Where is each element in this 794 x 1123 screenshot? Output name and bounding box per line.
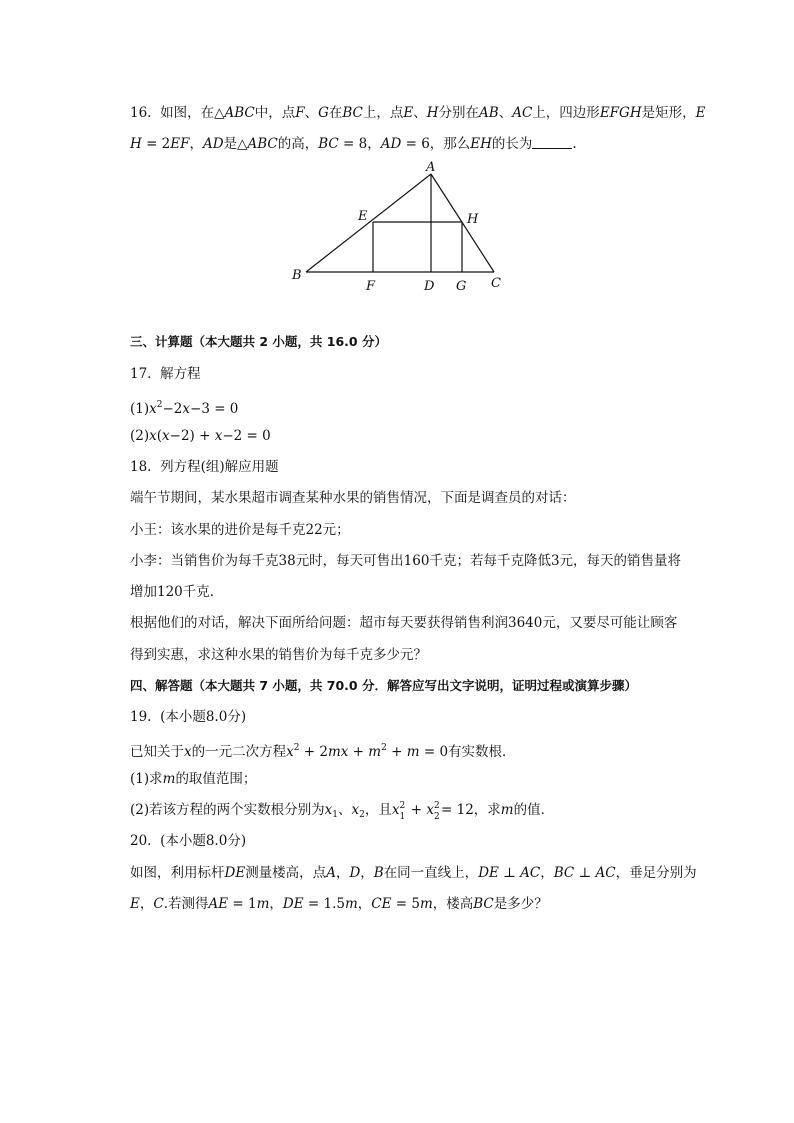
q20-math: m [419,896,433,912]
q20-math: CE [371,896,392,912]
q16-text: 是△ [223,136,248,152]
q16-text: 上，四边形 [532,105,600,121]
q16-text: 的高， [277,136,319,152]
q20-math: E [130,896,140,912]
q18-text: 列方程(组)解应用题 [160,459,279,475]
label-h: H [467,212,479,227]
q19-math: m [162,771,176,787]
q20-math: DE [282,896,304,912]
q16-text: 中，点 [254,105,296,121]
q19-text: + [406,802,427,818]
q20-text: = 1 [228,896,257,912]
q20-text: ， [540,865,554,881]
q20-line-2 [130,895,548,913]
q19-text: (2)若该方程的两个实数根分别为 [130,802,325,818]
q19-text: = 12，求 [441,802,501,818]
q16-text: 上，点 [362,105,404,121]
q16-text: 在 [328,105,343,121]
q20-text: ， [357,896,372,912]
q20-number: 20. [130,833,152,849]
q19-math: x [426,802,434,818]
q19-text: 的一元二次方程 [191,744,287,760]
q20-title [130,832,246,850]
q16-math: H [130,136,142,152]
q16-text: . [572,136,577,152]
subscript: 2 [434,812,440,822]
q20-text: ，楼高 [432,896,474,912]
q16-number: 16. [130,105,152,121]
q20-math: BC [553,865,575,881]
q17-math: x [149,401,157,417]
subscript: 2 [359,810,365,820]
label-f: F [366,279,376,294]
section-3-title: 三、计算题（本大题共 2 小题，共 16.0 分） [130,334,387,349]
q16-text: 是矩形， [641,105,696,121]
q17-text: −3 = 0 [190,401,239,417]
q17-part-1 [130,396,238,418]
q16-math: EFGH [599,105,642,121]
q20-text: ⊥ [498,865,521,881]
q18-line-1: 端午节期间，某水果超市调查某种水果的销售情况，下面是调查员的对话： [130,490,576,506]
exponent: 2 [434,801,440,811]
q16-math: H [426,105,439,121]
sup-sub-stack [434,801,441,822]
q20-math: D [349,865,361,881]
q20-math: m [344,896,358,912]
q19-text: + [348,744,369,760]
q19-math: x [324,802,333,818]
q19-math: x [184,744,192,760]
q16-text: ， [189,136,203,152]
q17-math: x [182,401,191,417]
q19-text: 的值． [513,802,555,818]
q19-math: m [500,802,514,818]
q20-text: ， [139,896,154,912]
q16-text: 的长为 [491,136,533,152]
q18-title [130,458,279,476]
q17-text: ( [156,428,163,444]
q19-text: (1)求 [130,771,163,787]
q17-part-2 [130,427,271,445]
section-4-title: 四、解答题（本大题共 7 小题，共 70.0 分．解答应写出文字说明，证明过程或演算步骤） [130,678,637,693]
q20-text: .若测得 [163,896,209,912]
q18-line-5: 根据他们的对话，解决下面所给问题：超市每天要获得销售利润3640元，又要尽可能让顾客 [130,615,678,631]
q19-math: x [286,744,294,760]
q16-math: AB [479,105,499,121]
q19-math: mx [327,744,349,760]
q16-math: E [403,105,414,121]
q19-text: = 0有实数根． [419,744,516,760]
q20-math: m [256,896,270,912]
q19-text: 已知关于 [130,744,184,760]
label-c: C [491,276,501,291]
q20-math: AC [595,865,616,881]
q18-number: 18. [130,459,152,475]
q16-math: AC [512,105,533,121]
q20-text: 是多少？ [493,896,548,912]
q17-math: x [149,428,157,444]
q16-math: AD [203,136,224,152]
q18-line-3: 小李：当销售价为每千克38元时，每天可售出160千克；若每千克降低3元，每天的销售量将 [130,553,682,569]
q19-text: + [386,744,407,760]
q17-text: −2) + [169,428,215,444]
exponent: 2 [381,743,387,753]
q16-math: ABC [224,105,255,121]
q16-math: BC [342,105,363,121]
q16-text: = 6，那么 [401,136,471,152]
q20-math: B [373,865,384,881]
q19-math: x [351,802,360,818]
q18-line-4: 增加120千克． [130,584,224,600]
q20-text: 如图，利用标杆 [130,865,225,881]
q19-math: m [368,744,382,760]
q20-text: = 5 [391,896,420,912]
q20-text: ，垂足分别为 [615,865,697,881]
label-d: D [424,279,435,294]
q19-title [130,708,246,726]
q16-math: AD [380,136,402,152]
q16-math: BC [318,136,339,152]
q17-text: −2 = 0 [222,428,271,444]
label-a: A [426,160,436,175]
q20-text: 测量楼高，点 [245,865,327,881]
q16-text: 分别在 [438,105,480,121]
q20-math: AE [208,896,229,912]
q19-text: ，且 [364,802,392,818]
q19-math: x [391,802,400,818]
triangle-figure [0,0,794,310]
q16-text: = 2 [141,136,171,152]
q20-text: = 1.5 [303,896,345,912]
q19-line-2 [130,770,256,788]
q16-math: F [295,105,305,121]
q16-math: EH [470,136,492,152]
q18-line-2: 小王：该水果的进价是每千克22元； [130,522,350,538]
exponent: 2 [293,743,300,753]
q20-math: A [326,865,336,881]
q16-text: 、 [498,105,513,121]
q17-text: (2) [130,428,150,444]
q17-text: 解方程 [160,366,201,382]
sup-sub-stack [399,801,406,822]
q19-score: (本小题8.0分) [160,709,247,725]
q19-line-1 [130,739,516,761]
q20-line-1 [130,864,697,882]
q17-number: 17. [130,366,152,382]
q16-text: 、 [304,105,319,121]
q20-text: 在同一直线上， [383,865,479,881]
q18-line-6: 得到实惠，求这种水果的销售价为每千克多少元？ [130,647,427,663]
q16-text: 、 [413,105,427,121]
q17-title [130,365,201,383]
q16-math: G [318,105,329,121]
label-b: B [292,268,302,283]
q16-math: E [695,105,706,121]
q20-math: DE [224,865,246,881]
side-ab [306,174,431,272]
q17-math: x [162,428,170,444]
label-e: E [358,209,368,224]
q16-math: ABC [247,136,278,152]
q16-math: EF [170,136,190,152]
label-g: G [456,279,467,294]
q20-text: ， [335,865,350,881]
q17-text: (1) [130,401,150,417]
q20-text: ， [360,865,374,881]
q16-text: 如图，在△ [160,105,225,121]
q17-math: x [214,428,223,444]
q20-text: ⊥ [574,865,596,881]
exponent: 2 [399,801,406,811]
q20-score: (本小题8.0分) [160,833,247,849]
q20-math: BC [473,896,494,912]
exponent: 2 [156,400,163,410]
q19-text: 的取值范围； [175,771,257,787]
q19-line-3 [130,801,554,824]
q20-math: AC [520,865,541,881]
q16-text: = 8， [338,136,381,152]
q19-text: + 2 [299,744,328,760]
q20-text: ， [269,896,283,912]
q20-math: DE [478,865,499,881]
subscript: 1 [399,812,406,822]
q19-number: 19. [130,709,152,725]
subscript: 1 [332,810,338,820]
q19-text: 、 [337,802,352,818]
q20-math: C [153,896,164,912]
q19-math: m [406,744,420,760]
q17-text: −2 [162,401,183,417]
